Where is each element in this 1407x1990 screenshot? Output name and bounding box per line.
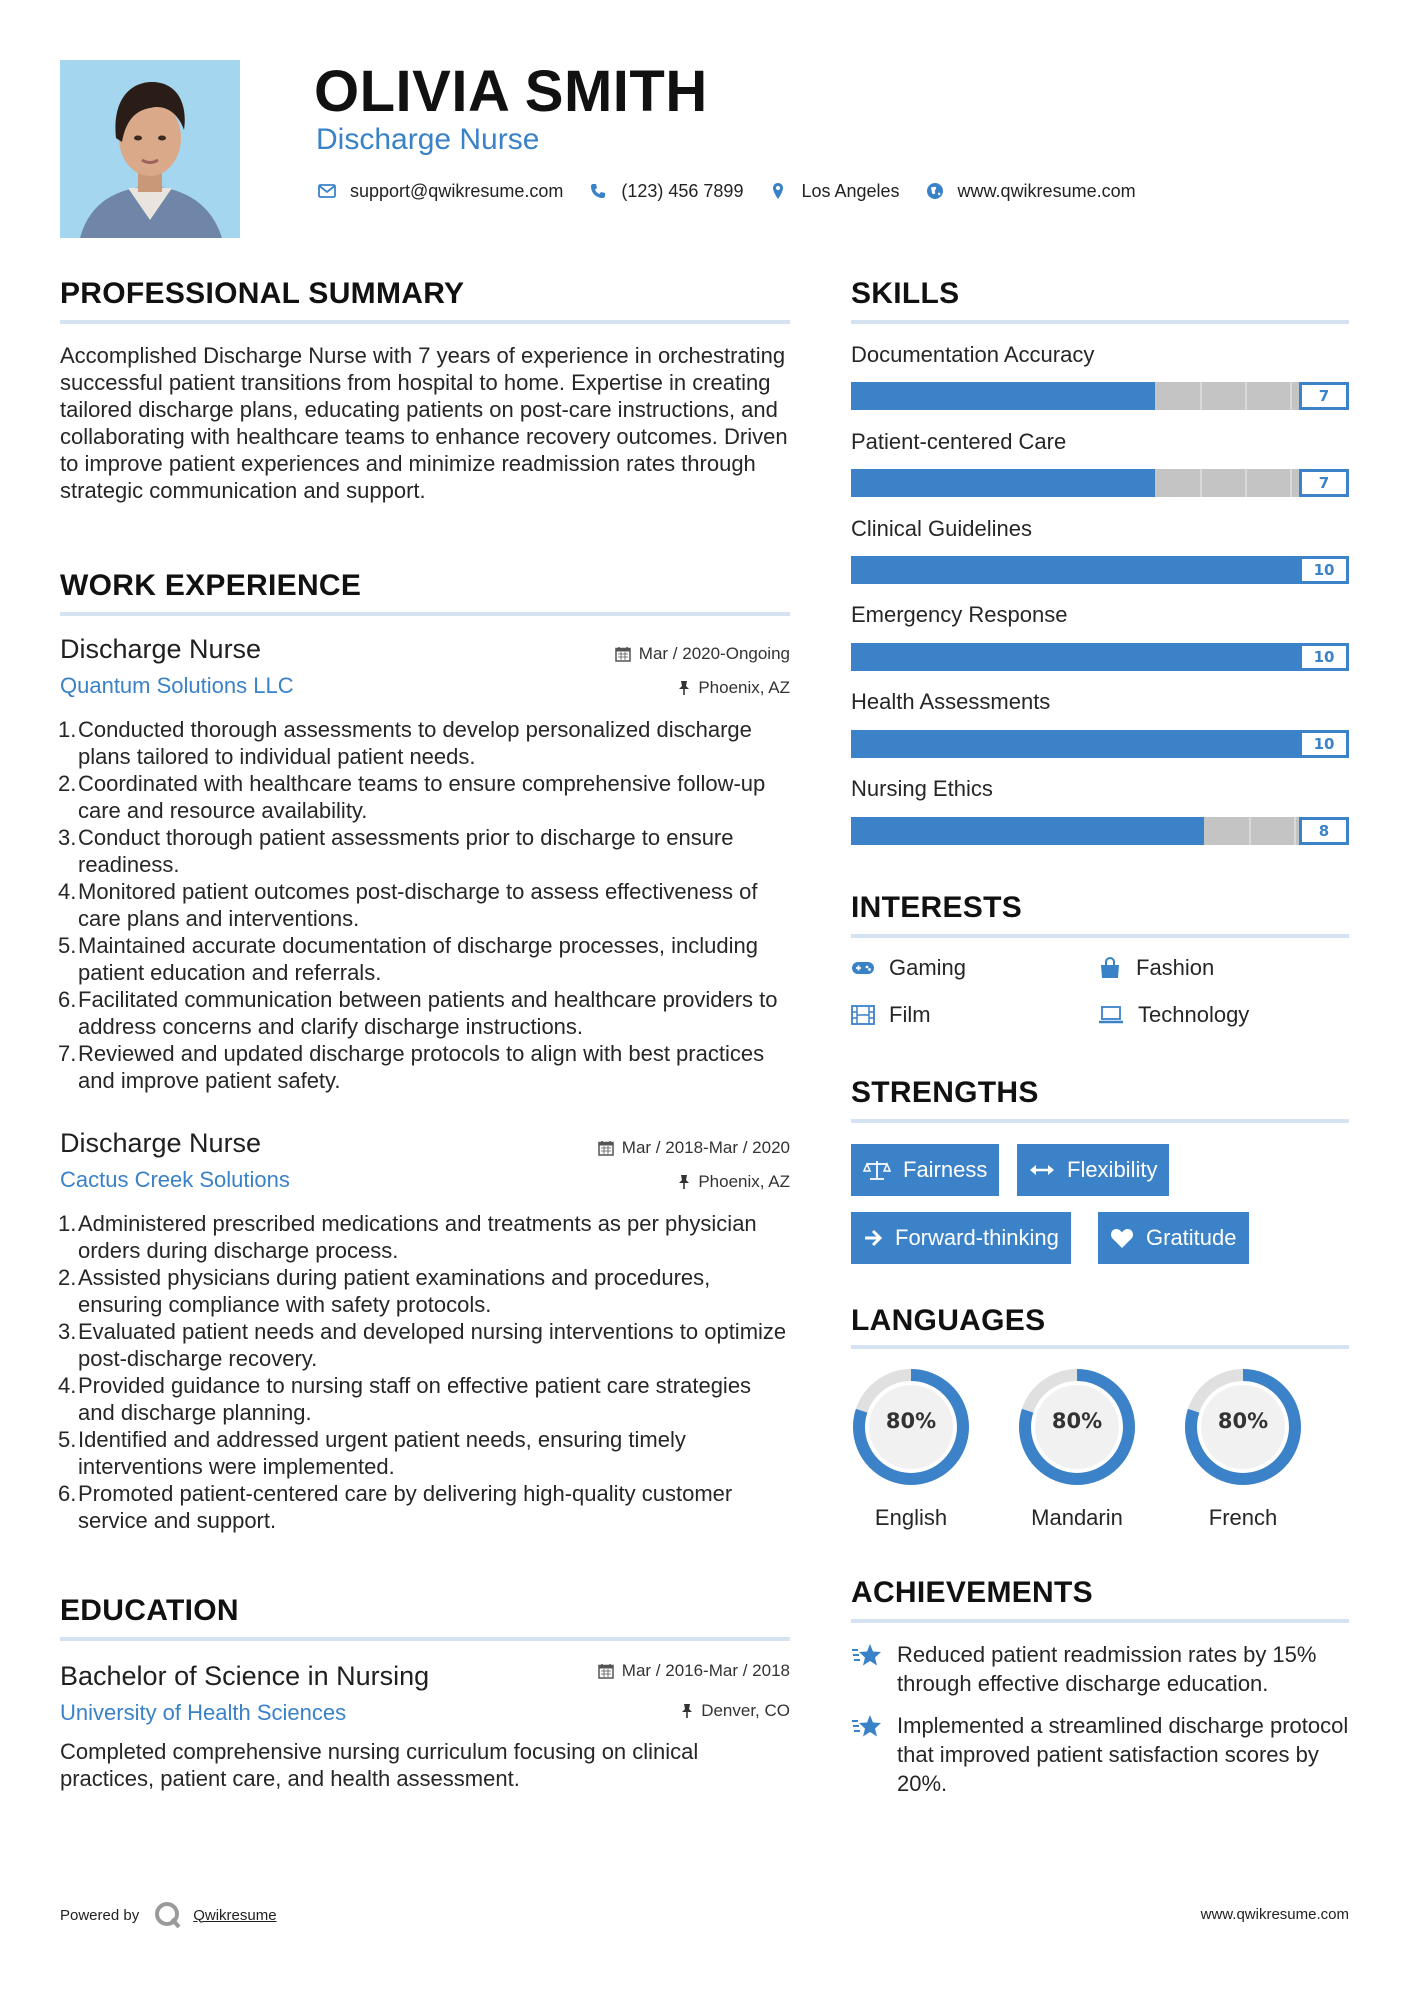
skill-bar xyxy=(851,469,1349,497)
skill-score: 10 xyxy=(1299,730,1349,758)
language-name: English xyxy=(874,1505,948,1530)
strength-label: Flexibility xyxy=(1067,1157,1158,1182)
job-location-text: Phoenix, AZ xyxy=(698,1172,790,1191)
skill-bar-fill xyxy=(851,730,1304,758)
duty-item: Provided guidance to nursing staff on effective patient care strategies and discharge planning. xyxy=(78,1373,752,1425)
duty-item: Facilitated communication between patients and healthcare providers to address concerns and clarify discharge instructions. xyxy=(78,987,778,1039)
job-date-text: Mar / 2018-Mar / 2020 xyxy=(621,1138,790,1157)
duty-item: Monitored patient outcomes post-discharge to assess effectiveness of care plans and interventions. xyxy=(78,879,758,931)
skill-bar xyxy=(851,382,1349,410)
degree-title: Bachelor of Science in Nursing xyxy=(60,1661,430,1691)
education-location xyxy=(540,1699,790,1723)
strength-badge xyxy=(851,1212,1071,1264)
arrow-right-icon xyxy=(863,1228,883,1248)
job-title: Discharge Nurse xyxy=(60,634,262,664)
duty-item: Maintained accurate documentation of discharge processes, including patient education and referrals. xyxy=(78,933,758,985)
footer-powered-by xyxy=(60,1900,277,1930)
strength-label: Gratitude xyxy=(1146,1225,1237,1250)
job-date xyxy=(540,642,790,666)
skill-name: Documentation Accuracy xyxy=(851,342,1095,367)
skill-score: 7 xyxy=(1299,469,1349,497)
languages-divider xyxy=(851,1345,1349,1349)
skill-bar-segment xyxy=(1294,817,1296,845)
qwikresume-logo-icon xyxy=(153,1900,183,1930)
job-date-text: Mar / 2020-Ongoing xyxy=(638,644,790,663)
duty-item: Coordinated with healthcare teams to ensure comprehensive follow-up care and resource availability. xyxy=(78,771,766,823)
language-name: Mandarin xyxy=(1031,1505,1123,1530)
language-percent: 80% xyxy=(1217,1409,1269,1433)
duty-item: Evaluated patient needs and developed nursing interventions to optimize post-discharge recovery. xyxy=(78,1319,787,1371)
strengths-heading: STRENGTHS xyxy=(851,1076,1039,1109)
candidate-role: Discharge Nurse xyxy=(316,123,540,156)
strength-badge xyxy=(851,1144,999,1196)
duty-item: Assisted physicians during patient examinations and procedures, ensuring compliance with safety protocols. xyxy=(78,1265,711,1317)
interest-label: Technology xyxy=(1138,1002,1250,1027)
skill-score: 10 xyxy=(1299,556,1349,584)
skill-name: Patient-centered Care xyxy=(851,429,1067,454)
footer-website[interactable]: www.qwikresume.com xyxy=(1200,1906,1349,1923)
pin-icon xyxy=(678,680,690,696)
skill-name: Emergency Response xyxy=(851,602,1068,627)
calendar-icon xyxy=(615,646,631,662)
skills-heading: SKILLS xyxy=(851,277,960,310)
duty-item: Reviewed and updated discharge protocols to align with best practices and improve patient safety. xyxy=(78,1041,765,1093)
skill-bar-fill xyxy=(851,556,1304,584)
duty-item: Identified and addressed urgent patient needs, ensuring timely interventions were implemented. xyxy=(78,1427,686,1479)
skill-bar xyxy=(851,556,1349,584)
languages-heading: LANGUAGES xyxy=(851,1304,1046,1337)
skill-bar-fill xyxy=(851,469,1155,497)
job-title: Discharge Nurse xyxy=(60,1128,262,1158)
achievement-text: Reduced patient readmission rates by 15% through effective discharge education. xyxy=(897,1642,1317,1696)
job-location xyxy=(540,676,790,700)
interest-item xyxy=(1098,953,1214,983)
achievements-heading: ACHIEVEMENTS xyxy=(851,1576,1093,1609)
pin-icon xyxy=(681,1703,693,1719)
arrows-horizontal-icon xyxy=(1029,1163,1055,1177)
map-pin-icon xyxy=(767,180,789,202)
education-heading: EDUCATION xyxy=(60,1594,239,1627)
education-divider xyxy=(60,1637,790,1641)
email-icon xyxy=(316,180,338,202)
language-item xyxy=(1015,1365,1139,1531)
duty-item: Conduct thorough patient assessments prior to discharge to ensure readiness. xyxy=(78,825,734,877)
job-location-text: Phoenix, AZ xyxy=(698,678,790,697)
strength-badge xyxy=(1017,1144,1169,1196)
brand-link[interactable]: Qwikresume xyxy=(193,1906,277,1924)
school-name: University of Health Sciences xyxy=(60,1700,347,1725)
job-duties xyxy=(60,1210,790,1534)
heart-icon xyxy=(1110,1227,1134,1249)
interest-label: Gaming xyxy=(889,955,967,980)
skill-bar-segment xyxy=(1290,469,1292,497)
education-date-text: Mar / 2016-Mar / 2018 xyxy=(621,1661,790,1680)
gamepad-icon xyxy=(851,960,875,976)
interest-item xyxy=(851,953,966,983)
experience-divider xyxy=(60,612,790,616)
shopping-bag-icon xyxy=(1098,957,1122,979)
experience-heading: WORK EXPERIENCE xyxy=(60,569,362,602)
candidate-name: OLIVIA SMITH xyxy=(314,59,708,124)
skill-score: 10 xyxy=(1299,643,1349,671)
interest-label: Fashion xyxy=(1136,955,1215,980)
film-icon xyxy=(851,1005,875,1025)
job-company: Cactus Creek Solutions xyxy=(60,1167,290,1192)
globe-icon xyxy=(924,180,946,202)
skill-score: 8 xyxy=(1299,817,1349,845)
contact-location: Los Angeles xyxy=(801,180,900,201)
education-description: Completed comprehensive nursing curriculum focusing on clinical practices, patient care, and health assessment. xyxy=(60,1739,699,1791)
calendar-icon xyxy=(598,1140,614,1156)
interest-label: Film xyxy=(889,1002,931,1027)
job-date xyxy=(500,1136,790,1160)
powered-by-label: Powered by xyxy=(60,1906,140,1924)
balance-scale-icon xyxy=(863,1159,891,1181)
interests-divider xyxy=(851,934,1349,938)
summary-text: Accomplished Discharge Nurse with 7 years of experience in orchestrating successful patient transitions from hospital to home. Expertise in creating tailored discharge plans, educating patients on post-care instructions, and collaborating with healthcare teams to enhance recovery outcomes. Driven to improve patient experiences and minimize readmission rates through strategic communication and support. xyxy=(60,343,788,503)
skill-bar-segment xyxy=(1200,382,1202,410)
skill-score: 7 xyxy=(1299,382,1349,410)
summary-heading: PROFESSIONAL SUMMARY xyxy=(60,277,465,310)
language-item xyxy=(1181,1365,1305,1531)
duty-item: Promoted patient-centered care by delivering high-quality customer service and support. xyxy=(78,1481,733,1533)
strength-label: Fairness xyxy=(903,1157,988,1182)
achievement-item xyxy=(851,1640,1351,1698)
job-company: Quantum Solutions LLC xyxy=(60,673,294,698)
phone-icon xyxy=(587,180,609,202)
interest-item xyxy=(851,1000,931,1030)
achievement-item xyxy=(851,1711,1351,1798)
skill-bar-fill xyxy=(851,382,1155,410)
skill-bar-segment xyxy=(1249,817,1251,845)
summary-divider xyxy=(60,320,790,324)
skill-name: Health Assessments xyxy=(851,689,1051,714)
skill-bar-segment xyxy=(1245,382,1247,410)
strength-badge xyxy=(1098,1212,1249,1264)
contact-phone[interactable]: (123) 456 7899 xyxy=(621,180,744,201)
duty-item: Conducted thorough assessments to develop personalized discharge plans tailored to individual patient needs. xyxy=(78,717,752,769)
contact-email[interactable]: support@qwikresume.com xyxy=(350,180,564,201)
skill-bar-segment xyxy=(1245,469,1247,497)
skill-name: Nursing Ethics xyxy=(851,776,993,801)
skill-bar xyxy=(851,730,1349,758)
star-icon xyxy=(851,1713,883,1739)
skills-divider xyxy=(851,320,1349,324)
strengths-divider xyxy=(851,1119,1349,1123)
job-location xyxy=(540,1170,790,1194)
language-item xyxy=(849,1365,973,1531)
skill-bar-fill xyxy=(851,643,1304,671)
contact-row xyxy=(316,178,1160,204)
job-duties xyxy=(60,716,790,1094)
skill-bar xyxy=(851,817,1349,845)
education-date xyxy=(500,1659,790,1683)
skill-bar xyxy=(851,643,1349,671)
pin-icon xyxy=(678,1174,690,1190)
calendar-icon xyxy=(598,1663,614,1679)
strength-label: Forward-thinking xyxy=(895,1225,1059,1250)
contact-website[interactable]: www.qwikresume.com xyxy=(957,180,1136,201)
language-name: French xyxy=(1208,1505,1278,1530)
skill-bar-segment xyxy=(1200,469,1202,497)
achievement-text: Implemented a streamlined discharge protocol that improved patient satisfaction scores by 20%. xyxy=(897,1713,1349,1796)
achievements-divider xyxy=(851,1619,1349,1623)
language-percent: 80% xyxy=(885,1409,937,1433)
interest-item xyxy=(1098,1000,1249,1030)
language-percent: 80% xyxy=(1051,1409,1103,1433)
interests-heading: INTERESTS xyxy=(851,891,1023,924)
skill-bar-segment xyxy=(1290,382,1292,410)
skill-name: Clinical Guidelines xyxy=(851,516,1032,541)
laptop-icon xyxy=(1098,1006,1124,1024)
star-icon xyxy=(851,1642,883,1668)
profile-photo xyxy=(60,60,240,238)
education-location-text: Denver, CO xyxy=(701,1701,790,1720)
skill-bar-fill xyxy=(851,817,1204,845)
duty-item: Administered prescribed medications and treatments as per physician orders during discharge process. xyxy=(78,1211,757,1263)
